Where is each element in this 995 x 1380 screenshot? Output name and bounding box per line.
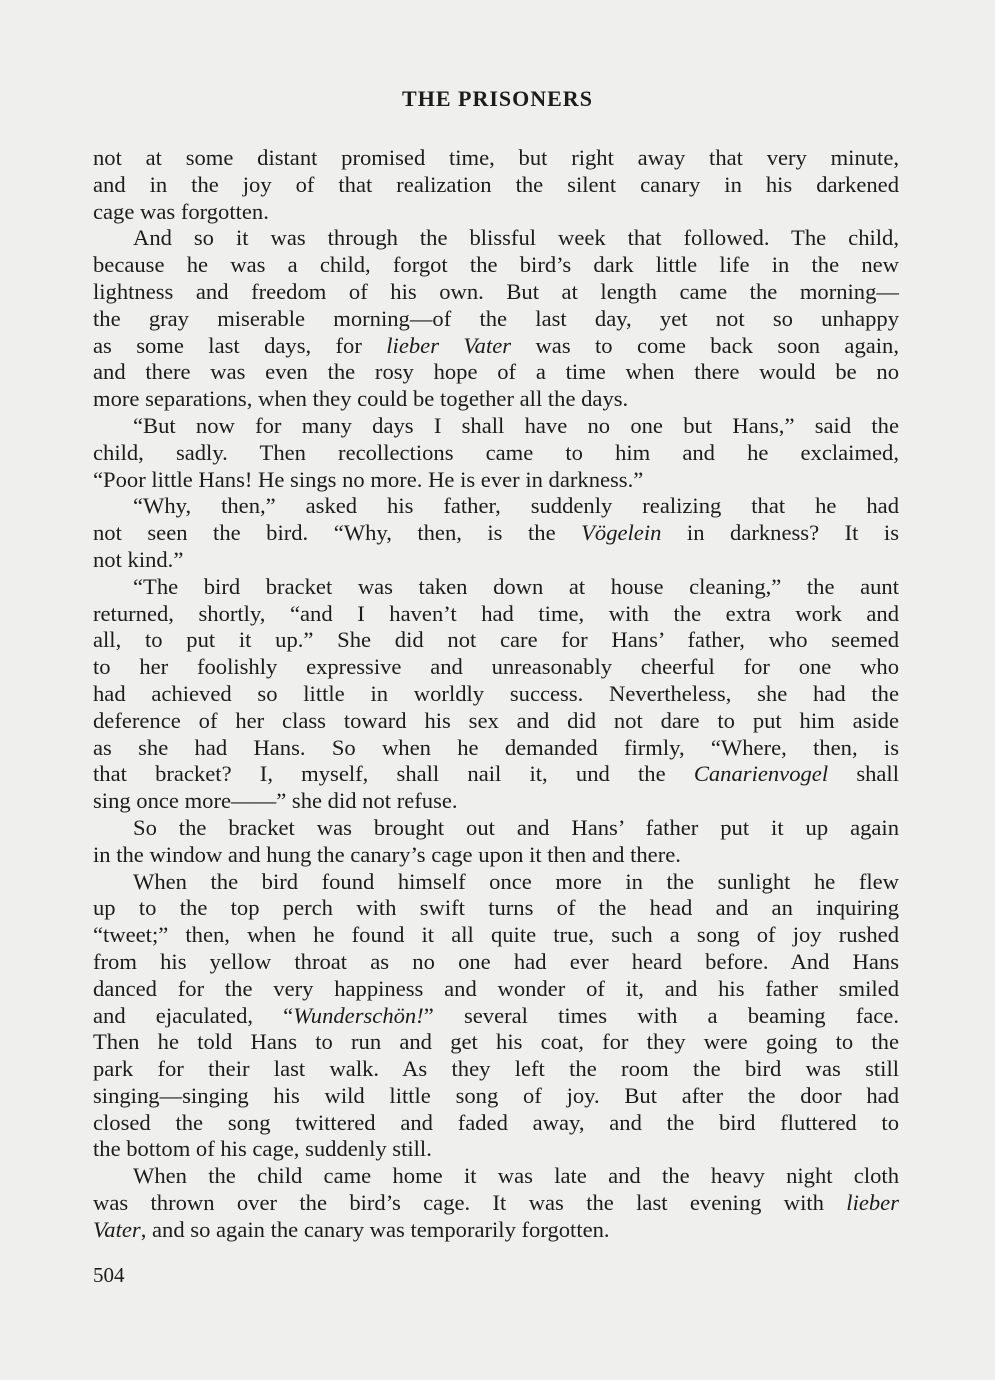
text-line: as she had Hans. So when he demanded firmly, “Where, then, is xyxy=(93,734,899,760)
text-line: Vater, and so again the canary was temporarily forgotten. xyxy=(93,1216,610,1242)
text-line: And so it was through the blissful week that followed. The child, xyxy=(133,225,899,251)
text-line: child, sadly. Then recollections came to him and he exclaimed, xyxy=(93,439,899,465)
paragraph xyxy=(93,225,899,413)
text-line: When the child came home it was late and the heavy night cloth xyxy=(133,1163,899,1189)
paragraph xyxy=(93,493,899,573)
text-line: singing—singing his wild little song of joy. But after the door had xyxy=(93,1082,899,1108)
text-line: When the bird found himself once more in the sunlight he flew xyxy=(133,868,899,894)
body-text xyxy=(93,145,899,1244)
paragraph xyxy=(93,869,899,1164)
text-line: as some last days, for lieber Vater was to come back soon again, xyxy=(93,332,899,358)
text-line: the gray miserable morning—of the last day, yet not so unhappy xyxy=(93,305,899,331)
text-line: in the window and hung the canary’s cage upon it then and there. xyxy=(93,841,681,867)
text-line: danced for the very happiness and wonder of it, and his father smiled xyxy=(93,975,899,1001)
text-line: had achieved so little in worldly success. Nevertheless, she had the xyxy=(93,680,899,706)
text-line: So the bracket was brought out and Hans’ father put it up again xyxy=(133,814,899,840)
text-line: returned, shortly, “and I haven’t had time, with the extra work and xyxy=(93,600,899,626)
text-line: up to the top perch with swift turns of the head and an inquiring xyxy=(93,895,899,921)
text-line: lightness and freedom of his own. But at length came the morning— xyxy=(93,278,899,304)
page-number: 504 xyxy=(93,1263,125,1287)
text-line: sing once more——” she did not refuse. xyxy=(93,788,458,814)
text-line: because he was a child, forgot the bird’s dark little life in the new xyxy=(93,252,899,278)
text-line: was thrown over the bird’s cage. It was the last evening with lieber xyxy=(93,1190,899,1216)
text-line: “Poor little Hans! He sings no more. He is ever in darkness.” xyxy=(93,466,644,492)
text-line: all, to put it up.” She did not care for Hans’ father, who seemed xyxy=(93,627,899,653)
text-line: from his yellow throat as no one had ever heard before. And Hans xyxy=(93,948,899,974)
paragraph xyxy=(93,145,899,225)
paragraph xyxy=(93,815,899,869)
text-line: deference of her class toward his sex and did not dare to put him aside xyxy=(93,707,899,733)
text-line: and ejaculated, “Wunderschön!” several times with a beaming face. xyxy=(93,1002,899,1028)
text-line: and in the joy of that realization the silent canary in his darkened xyxy=(93,171,899,197)
text-line: park for their last walk. As they left the room the bird was still xyxy=(93,1056,899,1082)
text-line: more separations, when they could be together all the days. xyxy=(93,386,629,412)
text-line: Then he told Hans to run and get his coat, for they were going to the xyxy=(93,1029,899,1055)
text-line: the bottom of his cage, suddenly still. xyxy=(93,1136,432,1162)
paragraph xyxy=(93,1163,899,1243)
text-line: closed the song twittered and faded away, and the bird fluttered to xyxy=(93,1109,899,1135)
text-line: “But now for many days I shall have no one but Hans,” said the xyxy=(133,412,899,438)
text-line: “The bird bracket was taken down at house cleaning,” the aunt xyxy=(133,573,899,599)
text-line: not kind.” xyxy=(93,546,184,572)
text-line: and there was even the rosy hope of a time when there would be no xyxy=(93,359,899,385)
text-line: to her foolishly expressive and unreasonably cheerful for one who xyxy=(93,654,899,680)
text-line: not seen the bird. “Why, then, is the Vögelein in darkness? It is xyxy=(93,520,899,546)
paragraph xyxy=(93,574,899,815)
text-line: cage was forgotten. xyxy=(93,198,269,224)
paragraph xyxy=(93,413,899,493)
text-line: that bracket? I, myself, shall nail it, und the Canarienvogel shall xyxy=(93,761,899,787)
text-line: “Why, then,” asked his father, suddenly realizing that he had xyxy=(133,493,899,519)
page-header: THE PRISONERS xyxy=(402,86,593,111)
text-line: “tweet;” then, when he found it all quite true, such a song of joy rushed xyxy=(93,922,899,948)
text-line: not at some distant promised time, but right away that very minute, xyxy=(93,145,899,170)
